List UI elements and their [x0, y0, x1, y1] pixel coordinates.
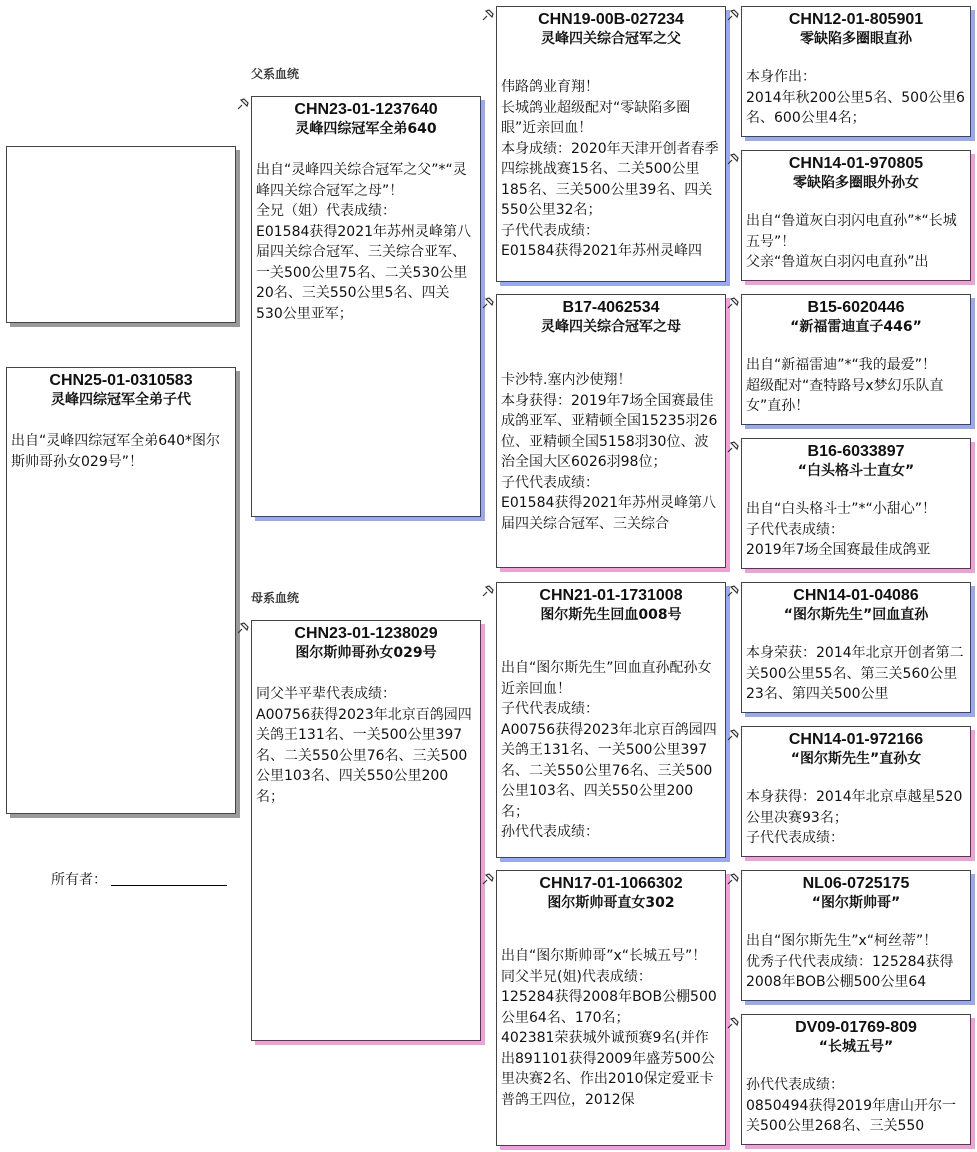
dds-card [741, 870, 971, 1001]
ds-desc: 出自“图尔斯先生”回血直孙配孙女近亲回血！ 子代代表成绩： A00756获得2023年北京百鸽园四关鸽王131名、一关500公里397名、二关550公里76名、三关500公里103名、四关550公里200名； 孙代代表成绩： [501, 660, 717, 840]
ss-desc: 伟路鸽业育翔！ 长城鸽业超级配对“零缺陷多圈眼”近亲回血！ 本身成绩：2020年天津开创者春季四综挑战赛15名、二关500公里185名、三关500公里39名、四关550公里32名； 子代代表成绩： E01584获得2021年苏州灵峰四 [501, 79, 719, 259]
sd-name: 灵峰四关综合冠军之母 [541, 319, 681, 335]
dam-card [251, 620, 481, 1041]
ssd-name: 零缺陷多圈眼外孙女 [793, 175, 919, 191]
subject-card [6, 367, 236, 814]
ds-card [496, 582, 726, 858]
pin-icon[interactable] [726, 1016, 741, 1030]
ss-card [496, 6, 726, 282]
sire-card [251, 96, 481, 517]
ss-ring: CHN19-00B-027234 [538, 11, 684, 28]
ssd-card [741, 150, 971, 281]
photo-placeholder [6, 146, 236, 323]
ssd-desc: 出自“鲁道灰白羽闪电直孙”*“长城五号”！ 父亲“鲁道灰白羽闪电直孙”出 [746, 213, 957, 270]
sd-desc: 卡沙特.塞内沙使翔！ 本身获得：2019年7场全国赛最佳成鸽亚军、亚精顿全国15235羽26位、亚精顿全国5158羽30位、波治全国大区6026羽98位； 子代代表成绩： E01584获得2021年苏州灵峰第八届四关综合冠军、三关综合 [501, 372, 718, 532]
ds-name: 图尔斯先生回血008号 [540, 607, 682, 623]
dss-card [741, 582, 971, 713]
pin-icon[interactable] [726, 872, 741, 886]
pin-icon[interactable] [726, 584, 741, 598]
dsd-name: “图尔斯先生”直孙女 [790, 751, 922, 767]
sd-card [496, 294, 726, 568]
sire-name: 灵峰四综冠军全弟640 [295, 121, 437, 137]
sdd-ring: B16-6033897 [807, 443, 905, 460]
sss-card [741, 6, 971, 137]
dss-name: “图尔斯先生”回血直孙 [783, 607, 929, 623]
maternal-label: 母系血统 [251, 591, 300, 605]
ddd-card [741, 1014, 971, 1145]
ddd-desc: 孙代代表成绩： 0850494获得2019年唐山开尔一关500公里268名、三关550 [746, 1077, 956, 1134]
pin-icon[interactable] [481, 8, 496, 22]
sire-desc: 出自“灵峰四关综合冠军之父”*“灵峰四关综合冠军之母”！ 全兄（姐）代表成绩： E01584获得2021年苏州灵峰第八届四关综合冠军、三关综合亚军、一关500公里75名、二关530公里20名、三关550公里5名、四关530公里亚军； [256, 162, 472, 322]
pin-icon[interactable] [726, 296, 741, 310]
sss-desc: 本身作出： 2014年秋200公里5名、500公里6名、600公里4名； [746, 69, 965, 126]
dsd-card [741, 726, 971, 857]
dds-ring: NL06-0725175 [802, 875, 910, 892]
pin-icon[interactable] [726, 8, 741, 22]
dd-card [496, 870, 726, 1146]
owner-line [51, 869, 227, 889]
sds-ring: B15-6020446 [807, 299, 905, 316]
paternal-label: 父系血统 [251, 67, 300, 81]
ds-ring: CHN21-01-1731008 [539, 587, 683, 604]
dd-ring: CHN17-01-1066302 [539, 875, 683, 892]
sdd-name: “白头格斗士直女” [797, 463, 915, 479]
dds-desc: 出自“图尔斯先生”x“柯丝蒂”！ 优秀子代代表成绩：125284获得2008年BOB公棚500公里64 [746, 933, 954, 990]
dds-name: “图尔斯帅哥” [811, 895, 901, 911]
sds-card [741, 294, 971, 425]
dam-name: 图尔斯帅哥孙女029号 [295, 645, 437, 661]
sss-ring: CHN12-01-805901 [788, 11, 924, 28]
dss-ring: CHN14-01-04086 [793, 587, 919, 604]
dd-name: 图尔斯帅哥直女302 [547, 895, 675, 911]
owner-label: 所有者： [51, 872, 107, 888]
pin-icon[interactable] [236, 97, 251, 111]
pin-icon[interactable] [726, 152, 741, 166]
pin-icon[interactable] [236, 621, 251, 635]
pin-icon[interactable] [726, 728, 741, 742]
owner-blank [111, 871, 227, 886]
dsd-ring: CHN14-01-972166 [788, 731, 924, 748]
pin-icon[interactable] [726, 440, 741, 454]
sss-name: 零缺陷多圈眼直孙 [800, 31, 912, 47]
pin-icon[interactable] [481, 584, 496, 598]
ssd-ring: CHN14-01-970805 [788, 155, 924, 172]
ddd-ring: DV09-01769-809 [795, 1019, 917, 1036]
sd-ring: B17-4062534 [562, 299, 660, 316]
ddd-name: “长城五号” [818, 1039, 894, 1055]
pin-icon[interactable] [481, 872, 496, 886]
subject-ring: CHN25-01-0310583 [49, 372, 193, 389]
dsd-desc: 本身获得：2014年北京卓越星520公里决赛93名； 子代代表成绩： [746, 789, 963, 846]
dd-desc: 出自“图尔斯帅哥”x“长城五号”！ 同父半兄(姐)代表成绩： 125284获得2008年BOB公棚500公里64名、170名； 402381荣获城外诚预赛9名(并作出891101获得2009年盛芳500公里决赛2名、作出2010保定爱亚卡普鸽王四位，2012保 [501, 948, 717, 1108]
sdd-desc: 出自“白头格斗士”*“小甜心”！ 子代代表成绩： 2019年7场全国赛最佳成鸽亚 [746, 501, 937, 558]
subject-desc: 出自“灵峰四综冠军全弟640*图尔斯帅哥孙女029号”！ [11, 433, 220, 470]
sds-desc: 出自“新福雷迪”*“我的最爱”！ 超级配对“查特路号x梦幻乐队直女”直孙！ [746, 357, 944, 414]
subject-name: 灵峰四综冠军全弟子代 [51, 392, 191, 408]
sds-name: “新福雷迪直子446” [790, 319, 922, 335]
sdd-card [741, 438, 971, 569]
dam-ring: CHN23-01-1238029 [294, 625, 438, 642]
ss-name: 灵峰四关综合冠军之父 [541, 31, 681, 47]
sire-ring: CHN23-01-1237640 [294, 101, 438, 118]
pin-icon[interactable] [481, 296, 496, 310]
dam-desc: 同父半平辈代表成绩： A00756获得2023年北京百鸽园四关鸽王131名、一关500公里397名、二关550公里76名、三关500公里103名、四关550公里200名； [256, 686, 472, 805]
dss-desc: 本身荣获：2014年北京开创者第二关500公里55名、第三关560公里23名、第四关500公里 [746, 645, 964, 702]
